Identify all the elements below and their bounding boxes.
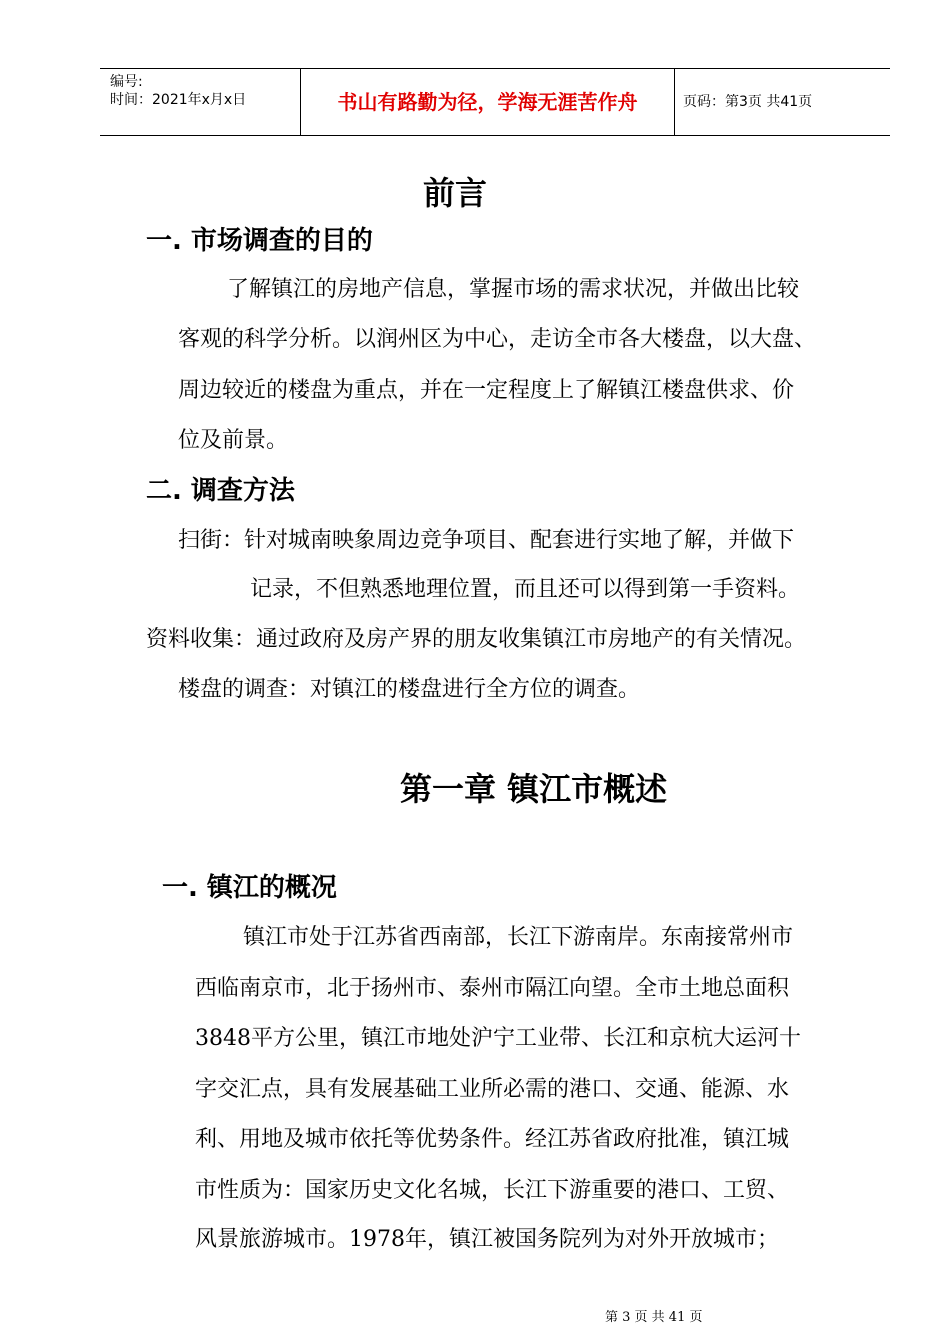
paragraph-line: 字交汇点，具有发展基础工业所必需的港口、交通、能源、水 [195,1077,790,1102]
header-meta [100,69,301,135]
page-footer: 第 3 页 共 41 页 [605,1310,703,1325]
section-heading: 一. 镇江的概况 [162,873,337,903]
serial-label: 编号: [110,74,143,90]
paragraph-line: 3848平方公里，镇江市地处沪宁工业带、长江和京杭大运河十 [195,1026,801,1051]
paragraph-line: 位及前景。 [178,428,289,453]
paragraph-line: 客观的科学分析。以润州区为中心，走访全市各大楼盘，以大盘、 [178,327,817,352]
paragraph-line: 楼盘的调查：对镇江的楼盘进行全方位的调查。 [178,677,641,702]
paragraph-line: 利、用地及城市依托等优势条件。经江苏省政府批准，镇江城 [195,1127,790,1152]
paragraph-line: 记录，不但熟悉地理位置，而且还可以得到第一手资料。 [250,577,801,602]
page-header [100,68,890,136]
chapter-title: 第一章 镇江市概述 [400,770,668,808]
section-heading: 一. 市场调查的目的 [146,226,373,256]
paragraph-line: 资料收集：通过政府及房产界的朋友收集镇江市房地产的有关情况。 [146,627,807,652]
date-line: 时间：2021年x月x日 [110,92,247,108]
section-heading: 二. 调查方法 [146,476,295,506]
paragraph-line: 了解镇江的房地产信息，掌握市场的需求状况，并做出比较 [227,277,800,302]
paragraph-line: 市性质为：国家历史文化名城，长江下游重要的港口、工贸、 [195,1178,790,1203]
paragraph-line: 风景旅游城市。1978年，镇江被国务院列为对外开放城市； [195,1227,779,1252]
paragraph-line: 西临南京市，北于扬州市、泰州市隔江向望。全市土地总面积 [195,976,790,1001]
paragraph-line: 周边较近的楼盘为重点，并在一定程度上了解镇江楼盘供求、价 [178,378,795,403]
paragraph-line: 扫街：针对城南映象周边竞争项目、配套进行实地了解，并做下 [178,528,795,553]
preface-title: 前言 [423,174,488,212]
header-page-info: 页码：第3页 共41页 [683,94,813,110]
header-motto: 书山有路勤为径，学海无涯苦作舟 [301,69,675,135]
paragraph-line: 镇江市处于江苏省西南部，长江下游南岸。东南接常州市 [243,925,794,950]
